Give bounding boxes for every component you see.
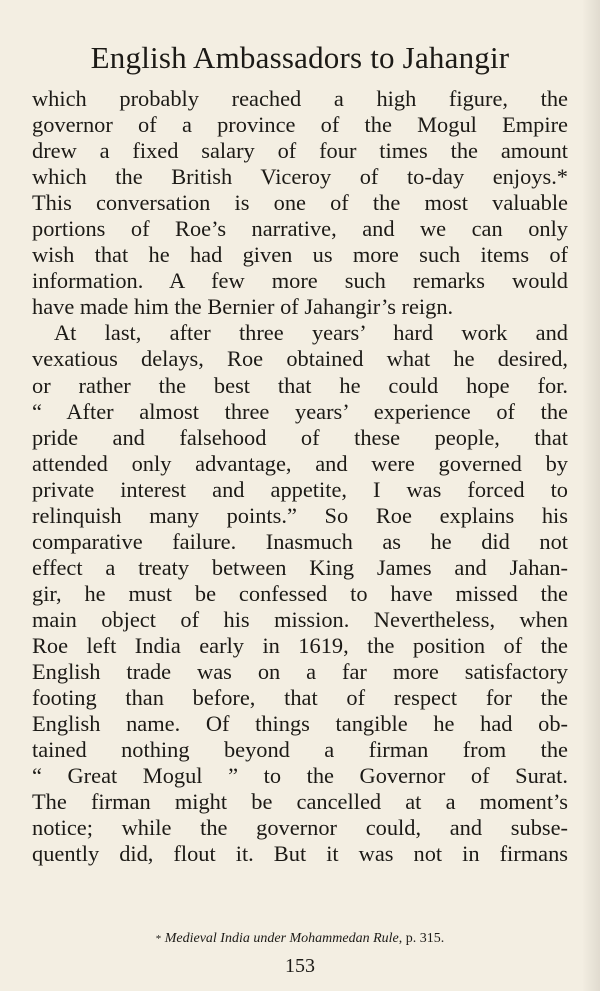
text-line: vexatious delays, Roe obtained what he desired, <box>32 346 568 372</box>
text-line: wish that he had given us more such items of <box>32 242 568 268</box>
text-line: which the British Viceroy of to-day enjoys.* <box>32 164 568 190</box>
text-line: pride and falsehood of these people, that <box>32 424 568 450</box>
text-line: English name. Of things tangible he had ob- <box>32 711 568 737</box>
text-line: footing than before, that of respect for the <box>32 685 568 711</box>
text-line: have made him the Bernier of Jahangir’s reign. <box>32 294 454 320</box>
page-number: 153 <box>285 955 315 977</box>
text-line: relinquish many points.” So Roe explains his <box>32 502 568 528</box>
running-head: English Ambassadors to Jahangir <box>90 40 510 75</box>
text-line: This conversation is one of the most valuable <box>32 190 568 216</box>
footnote-marker: * <box>155 933 162 945</box>
text-line: English trade was on a far more satisfactory <box>32 659 568 685</box>
text-line: drew a fixed salary of four times the amount <box>32 138 568 164</box>
text-line: which probably reached a high figure, the <box>32 86 568 111</box>
text-line: quently did, flout it. But it was not in firmans <box>32 841 568 867</box>
body-text <box>32 86 568 867</box>
text-line: comparative failure. Inasmuch as he did not <box>32 528 568 554</box>
text-line: The firman might be cancelled at a moment’s <box>32 789 568 815</box>
text-line: effect a treaty between King James and Jahan- <box>32 554 568 580</box>
text-line: At last, after three years’ hard work and <box>54 320 568 346</box>
text-line: main object of his mission. Nevertheless, when <box>32 606 568 632</box>
text-line: attended only advantage, and were governed by <box>32 450 568 476</box>
text-line: private interest and appetite, I was forced to <box>32 476 568 502</box>
footnote-page-ref: , p. 315. <box>398 931 445 946</box>
text-line: governor of a province of the Mogul Empire <box>32 112 568 138</box>
text-line: Roe left India early in 1619, the position of the <box>32 632 568 658</box>
text-line: or rather the best that he could hope for. <box>32 372 568 398</box>
text-line: gir, he must be confessed to have missed the <box>32 580 568 606</box>
text-line: notice; while the governor could, and subse- <box>32 815 568 841</box>
text-line: information. A few more such remarks would <box>32 268 568 294</box>
page-edge-shadow <box>582 0 600 991</box>
footnote <box>0 930 600 948</box>
footnote-title: Medieval India under Mohammedan Rule <box>164 931 399 946</box>
text-line: tained nothing beyond a firman from the <box>32 737 568 763</box>
text-line: “ Great Mogul ” to the Governor of Surat. <box>32 763 568 789</box>
text-line: “ After almost three years’ experience of the <box>32 398 568 424</box>
text-line: portions of Roe’s narrative, and we can only <box>32 216 568 242</box>
